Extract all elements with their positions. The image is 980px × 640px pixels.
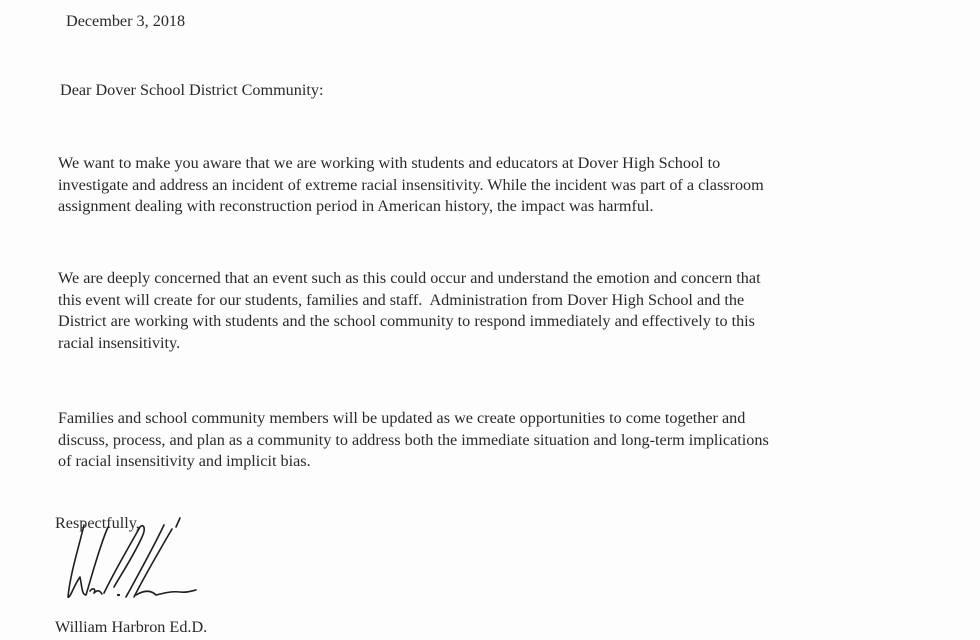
- paragraph-line: this event will create for our students, families and staff. Administration from Dover High School and the: [58, 290, 745, 309]
- paragraph-3: [58, 408, 769, 473]
- paragraph-line: assignment dealing with reconstruction period in American history, the impact was harmful.: [58, 197, 654, 215]
- paragraph-line: investigate and address an incident of extreme racial insensitivity. While the incident was part of a classroom: [58, 175, 764, 194]
- paragraph-line: racial insensitivity.: [58, 333, 181, 352]
- closing: Respectfully,: [55, 514, 140, 532]
- paragraph-line: District are working with students and the school community to respond immediately and effectively to this: [58, 312, 755, 330]
- salutation: Dear Dover School District Community:: [60, 81, 324, 99]
- paragraph-2: [58, 268, 761, 354]
- signer-name: William Harbron Ed.D.: [55, 618, 208, 636]
- letter-date: December 3, 2018: [66, 12, 186, 30]
- paragraph-line: We want to make you aware that we are working with students and educators at Dover High School to: [58, 154, 721, 172]
- paragraph-line: We are deeply concerned that an event such as this could occur and understand the emotion and concern that: [58, 269, 761, 287]
- paragraph-line: discuss, process, and plan as a community to address both the immediate situation and long-term implications: [58, 430, 769, 449]
- handwritten-signature: [60, 515, 210, 610]
- paragraph-1: [58, 153, 764, 218]
- paragraph-line: of racial insensitivity and implicit bias.: [58, 452, 311, 470]
- paragraph-line: Families and school community members will be updated as we create opportunities to come together and: [58, 409, 746, 427]
